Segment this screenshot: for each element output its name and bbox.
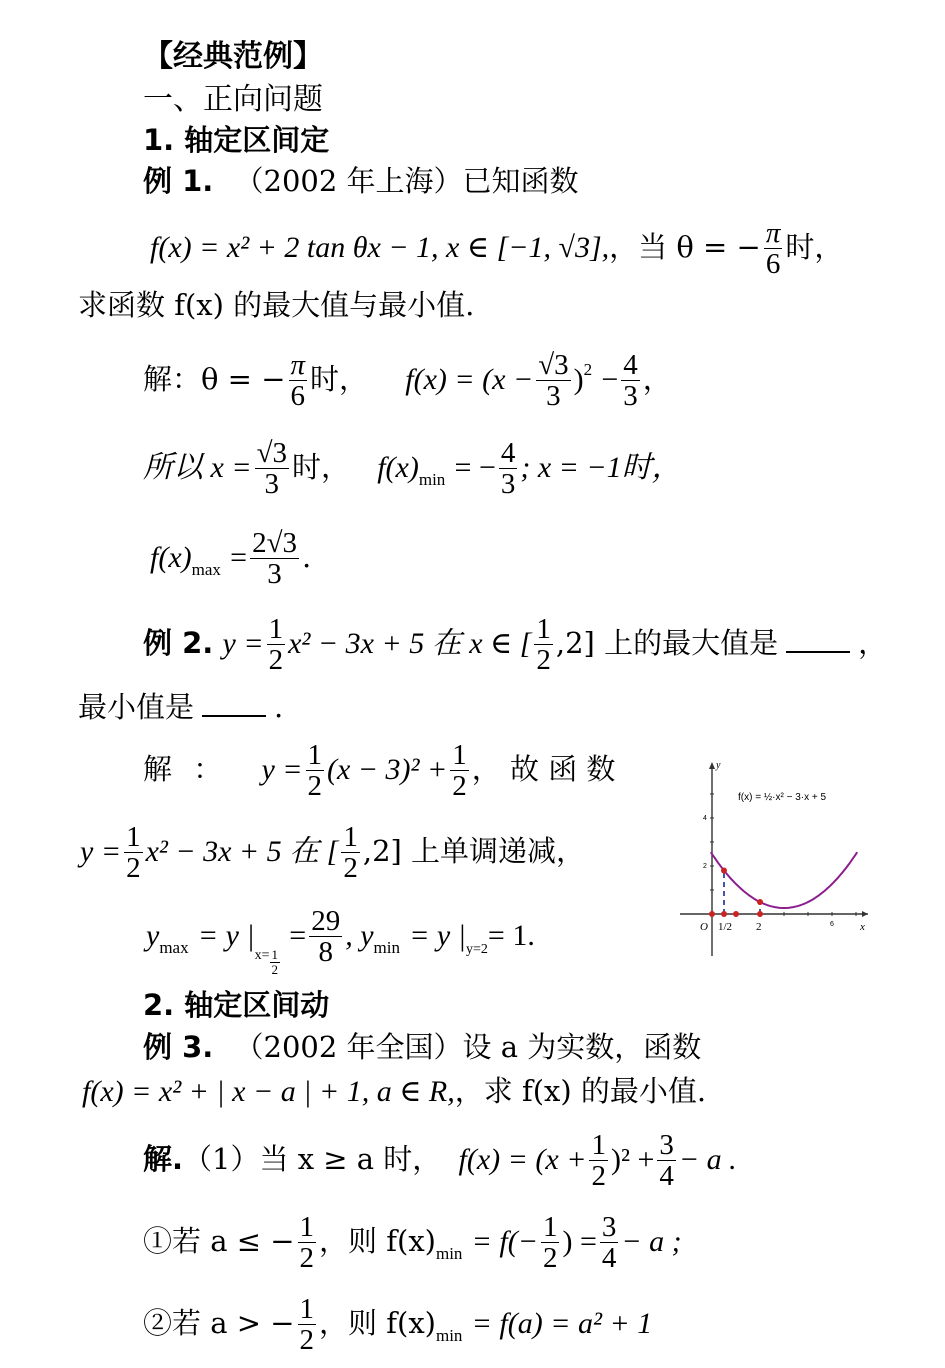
- solution-3-line-1: 解.（1）当 x ≥ a 时， f(x) = (x + $\frac{1}{2}$ )² + $\frac{3}{4}$ − a .: [143, 1129, 737, 1193]
- fraction: $\frac{29}{8}$: [311, 905, 341, 969]
- example-3-label: 例 3.: [143, 1030, 214, 1064]
- solution-2-line-1: 解 ： y = $\frac{1}{2}$ (x − 3)² + $\frac{1}{2}$ ， 故 函 数: [143, 739, 616, 803]
- fraction: $\frac{1}{2}$: [271, 946, 279, 977]
- fraction: $\frac{3}{4}$: [659, 1129, 674, 1193]
- fraction: $\frac{1}{2}$: [126, 821, 141, 885]
- solution-1-line-1: 解：θ = − $\frac{\pi}{6}$ 时， f(x) = (x − $\frac{√3}{3}$ )$^2$ − $\frac{4}{3}$ ，: [143, 349, 672, 413]
- example-1-formula: f(x) = x² + 2 tan θx − 1, x ∈ [−1, √3],: [150, 230, 610, 264]
- tick-label-2: 2: [756, 921, 762, 933]
- example-3-source: （2002 年全国）设 a 为实数，函数: [234, 1030, 702, 1064]
- example-2-line-2: 最小值是 .: [78, 690, 284, 724]
- origin-label: O: [700, 921, 708, 933]
- answer-blank-max[interactable]: [786, 631, 850, 653]
- solution-2-line-2: y = $\frac{1}{2}$ x² − 3x + 5 在 [ $\frac{1}{2}$ ,2] 上单调递减，: [80, 821, 586, 885]
- point-x-2: [757, 899, 763, 905]
- fraction: $\frac{1}{2}$: [343, 821, 358, 885]
- point-x-half-axis: [721, 911, 727, 917]
- example-1-source: （2002 年上海）已知函数: [234, 164, 579, 198]
- solution-3-case-1: ①若 a ≤ − $\frac{1}{2}$ ，则 $f(x)_{min} = f(-$ $\frac{1}{2}$ ) = $\frac{3}{4}$ − a ;: [143, 1211, 682, 1275]
- section-heading: 一、正向问题: [143, 82, 323, 117]
- fraction: $\frac{4}{3}$: [500, 437, 516, 501]
- fraction: $\frac{1}{2}$: [268, 613, 284, 677]
- fraction: $\frac{\pi}{6}$: [765, 217, 781, 281]
- fraction: $\frac{1}{2}$: [591, 1129, 606, 1193]
- fraction: $\frac{2√3}{3}$: [252, 527, 297, 591]
- x-axis-label: x: [860, 921, 865, 933]
- x-axis-arrow-icon: [862, 911, 868, 917]
- fraction: $\frac{1}{2}$: [542, 1211, 558, 1275]
- solution-1-line-3: $f(x)_{max}$ = $\frac{2√3}{3}$ .: [150, 527, 312, 591]
- example-2-line-1: 例 2. y = $\frac{1}{2}$ x² − 3x + 5 在 x ∈ [ $\frac{1}{2}$ ,2] 上的最大值是 ，: [143, 613, 888, 677]
- graph-function-label: f(x) = ½·x² − 3·x + 5: [738, 792, 827, 803]
- fraction: $\frac{1}{2}$: [299, 1211, 315, 1275]
- fraction: $\frac{4}{3}$: [623, 349, 638, 413]
- example-3-header: [143, 1032, 701, 1064]
- example-1-question: 求函数 f(x) 的最大值与最小值.: [78, 288, 475, 322]
- function-graph: [672, 756, 882, 966]
- page-title: 【经典范例】: [143, 39, 323, 74]
- point-x-1-axis: [733, 911, 739, 917]
- point-origin: [709, 911, 715, 917]
- example-3-formula-line: f(x) = x² + | x − a | + 1, a ∈ R,，求 f(x) 的最小值.: [82, 1074, 707, 1108]
- fraction: $\frac{1}{2}$: [536, 613, 551, 677]
- fraction: $\frac{1}{2}$: [307, 739, 322, 803]
- fraction: $\frac{3}{4}$: [601, 1211, 617, 1275]
- tick-label-6: 6: [830, 921, 834, 928]
- parabola-curve: [711, 852, 857, 908]
- subsection-heading-1: 1. 轴定区间定: [143, 123, 330, 157]
- y-axis-label: y: [716, 760, 721, 771]
- answer-blank-min[interactable]: [202, 695, 266, 717]
- solution-3-case-2: ②若 a > − $\frac{1}{2}$ ，则 $f(x)_{min} = f(a) = a^2 + 1$: [143, 1293, 653, 1357]
- tick-label-half: 1/2: [718, 921, 733, 933]
- y-axis-arrow-icon: [709, 762, 715, 769]
- fraction: $\frac{1}{2}$: [299, 1293, 315, 1357]
- point-x-half: [721, 868, 727, 874]
- example-1-label: 例 1.: [143, 164, 214, 198]
- fraction: $\frac{√3}{3}$: [256, 437, 287, 501]
- fraction: $\frac{√3}{3}$: [538, 349, 569, 413]
- example-1-cond-pre: ，当 θ = −: [609, 229, 761, 264]
- example-1-header: [143, 166, 579, 198]
- example-2-label: 例 2.: [143, 625, 214, 660]
- example-1-cond-post: 时，: [785, 229, 844, 264]
- fraction: $\frac{\pi}{6}$: [290, 349, 306, 413]
- tick-label-y2: 2: [703, 863, 707, 870]
- fraction: $\frac{1}{2}$: [452, 739, 467, 803]
- tick-label-y4: 4: [703, 815, 707, 822]
- solution-2-line-3: $y_{max} = y$ $|_{x=}$ $\frac{1}{2}$ = $\frac{29}{8}$ , $y_{min} = y$ $|_{y=2}= 1$.: [146, 905, 535, 977]
- example-1-formula-line: [150, 218, 843, 280]
- subsection-heading-2: 2. 轴定区间动: [143, 988, 330, 1022]
- solution-1-line-2: 所以 x = $\frac{√3}{3}$ 时， $f(x)_{min}$ = − $\frac{4}{3}$ ; x = −1时，: [143, 437, 682, 501]
- point-x-2-axis: [757, 911, 763, 917]
